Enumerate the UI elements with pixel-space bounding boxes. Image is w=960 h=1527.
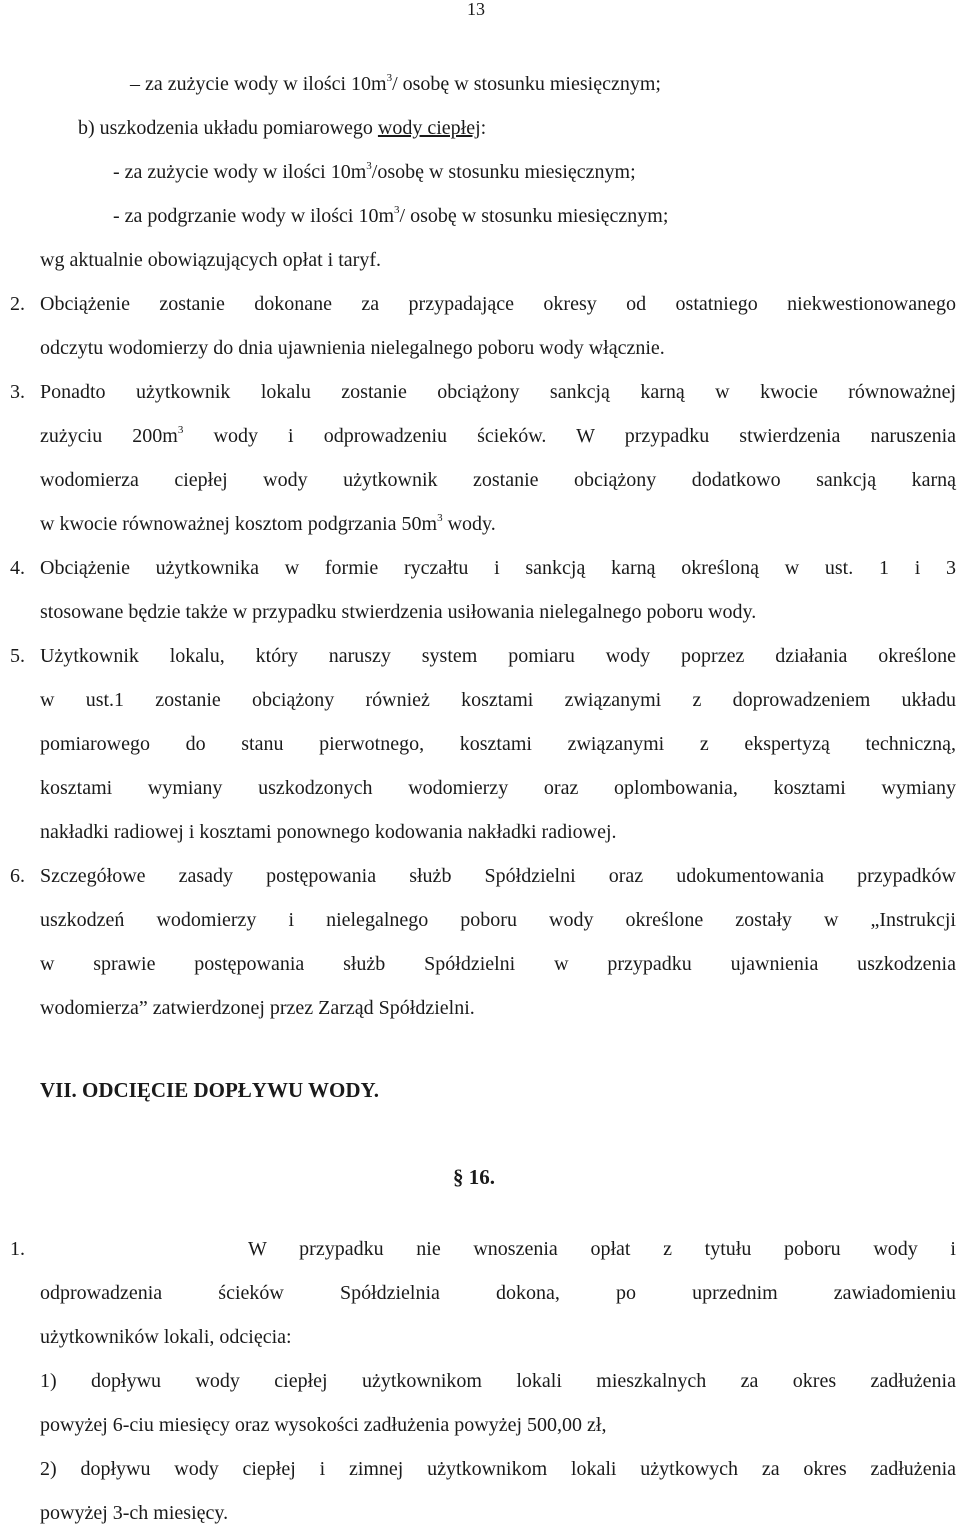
line-cold-water: – za zużycie wody w ilości $10m^3/$ osobę w stosunku miesięcznym; xyxy=(130,72,661,95)
paragraph-6-line-2: uszkodzeń wodomierzy i nielegalnego poboru wody określone zostały w „Instrukcji xyxy=(40,909,956,931)
paragraph-mark: § 16. xyxy=(453,1165,495,1189)
item-number-3: 3. xyxy=(10,381,25,403)
paragraph-5-line-5: nakładki radiowej i kosztami ponownego kodowania nakładki radiowej. xyxy=(40,821,617,843)
paragraph-3-line-3: wodomierza ciepłej wody użytkownik zostanie obciążony dodatkowo sankcją karną xyxy=(40,469,956,491)
paragraph-6-line-4: wodomierza” zatwierdzonej przez Zarząd Spółdzielni. xyxy=(40,997,475,1019)
s16-item-1-line-1: 1) dopływu wody ciepłej użytkownikom lokali mieszkalnych za okres zadłużenia xyxy=(40,1370,956,1392)
line-b-hot-water-meter: b) uszkodzenia układu pomiarowego wody ciepłej: xyxy=(78,117,487,139)
paragraph-5-line-3: pomiarowego do stanu pierwotnego, kosztami związanymi z ekspertyzą techniczną, xyxy=(40,733,956,755)
paragraph-5-line-2: w ust.1 zostanie obciążony również kosztami związanymi z doprowadzeniem układu xyxy=(40,689,956,711)
item-number-2: 2. xyxy=(10,293,25,315)
s16-item-1-line-2: powyżej 6-ciu miesięcy oraz wysokości zadłużenia powyżej 500,00 zł, xyxy=(40,1414,607,1436)
paragraph-6-line-3: w sprawie postępowania służb Spółdzielni w przypadku ujawnienia uszkodzenia xyxy=(40,953,956,975)
s16-line-3: użytkowników lokali, odcięcia: xyxy=(40,1326,292,1348)
s16-line-2: odprowadzenia ścieków Spółdzielnia dokona, po uprzednim zawiadomieniu xyxy=(40,1282,956,1304)
paragraph-3-line-1: Ponadto użytkownik lokalu zostanie obciążony sankcją karną w kwocie równoważnej xyxy=(40,381,956,403)
paragraph-2-line-2: odczytu wodomierzy do dnia ujawnienia nielegalnego poboru wody włącznie. xyxy=(40,337,665,359)
paragraph-5-line-1: Użytkownik lokalu, który naruszy system pomiaru wody poprzez działania określone xyxy=(40,645,956,667)
paragraph-4-line-1: Obciążenie użytkownika w formie ryczałtu i sankcją karną określoną w ust. 1 i 3 xyxy=(40,557,956,579)
section-heading: VII. ODCIĘCIE DOPŁYWU WODY. xyxy=(40,1078,379,1102)
s16-item-2-line-1: 2) dopływu wody ciepłej i zimnej użytkownikom lokali użytkowych za okres zadłużenia xyxy=(40,1458,956,1480)
item-number-5: 5. xyxy=(10,645,25,667)
paragraph-2-line-1: Obciążenie zostanie dokonane za przypadające okresy od ostatniego niekwestionowanego xyxy=(40,293,956,315)
s16-line-1: W przypadku nie wnoszenia opłat z tytułu poboru wody i xyxy=(248,1238,956,1260)
paragraph-4-line-2: stosowane będzie także w przypadku stwierdzenia usiłowania nielegalnego poboru wody. xyxy=(40,601,757,623)
paragraph-3-line-4: w kwocie równoważnej kosztom podgrzania $50m^3$ wody. xyxy=(40,512,496,535)
line-tariffs: wg aktualnie obowiązujących opłat i taryf. xyxy=(40,249,381,271)
paragraph-6-line-1: Szczegółowe zasady postępowania służb Spółdzielni oraz udokumentowania przypadków xyxy=(40,865,956,887)
item-number-6: 6. xyxy=(10,865,25,887)
paragraph-3-line-2: zużyciu $200m^3$ wody i odprowadzeniu ścieków. W przypadku stwierdzenia naruszenia xyxy=(40,424,957,447)
line-hot-water-usage: - za zużycie wody w ilości $10m^3$/osobę w stosunku miesięcznym; xyxy=(113,160,636,183)
line-heating: - za podgrzanie wody w ilości $10m^3/$ osobę w stosunku miesięcznym; xyxy=(113,204,669,227)
page-number: 13 xyxy=(467,0,485,19)
item-number-s16-1: 1. xyxy=(10,1238,25,1260)
s16-item-2-line-2: powyżej 3-ch miesięcy. xyxy=(40,1502,229,1524)
paragraph-5-line-4: kosztami wymiany uszkodzonych wodomierzy oraz oplombowania, kosztami wymiany xyxy=(40,777,956,799)
item-number-4: 4. xyxy=(10,557,25,579)
